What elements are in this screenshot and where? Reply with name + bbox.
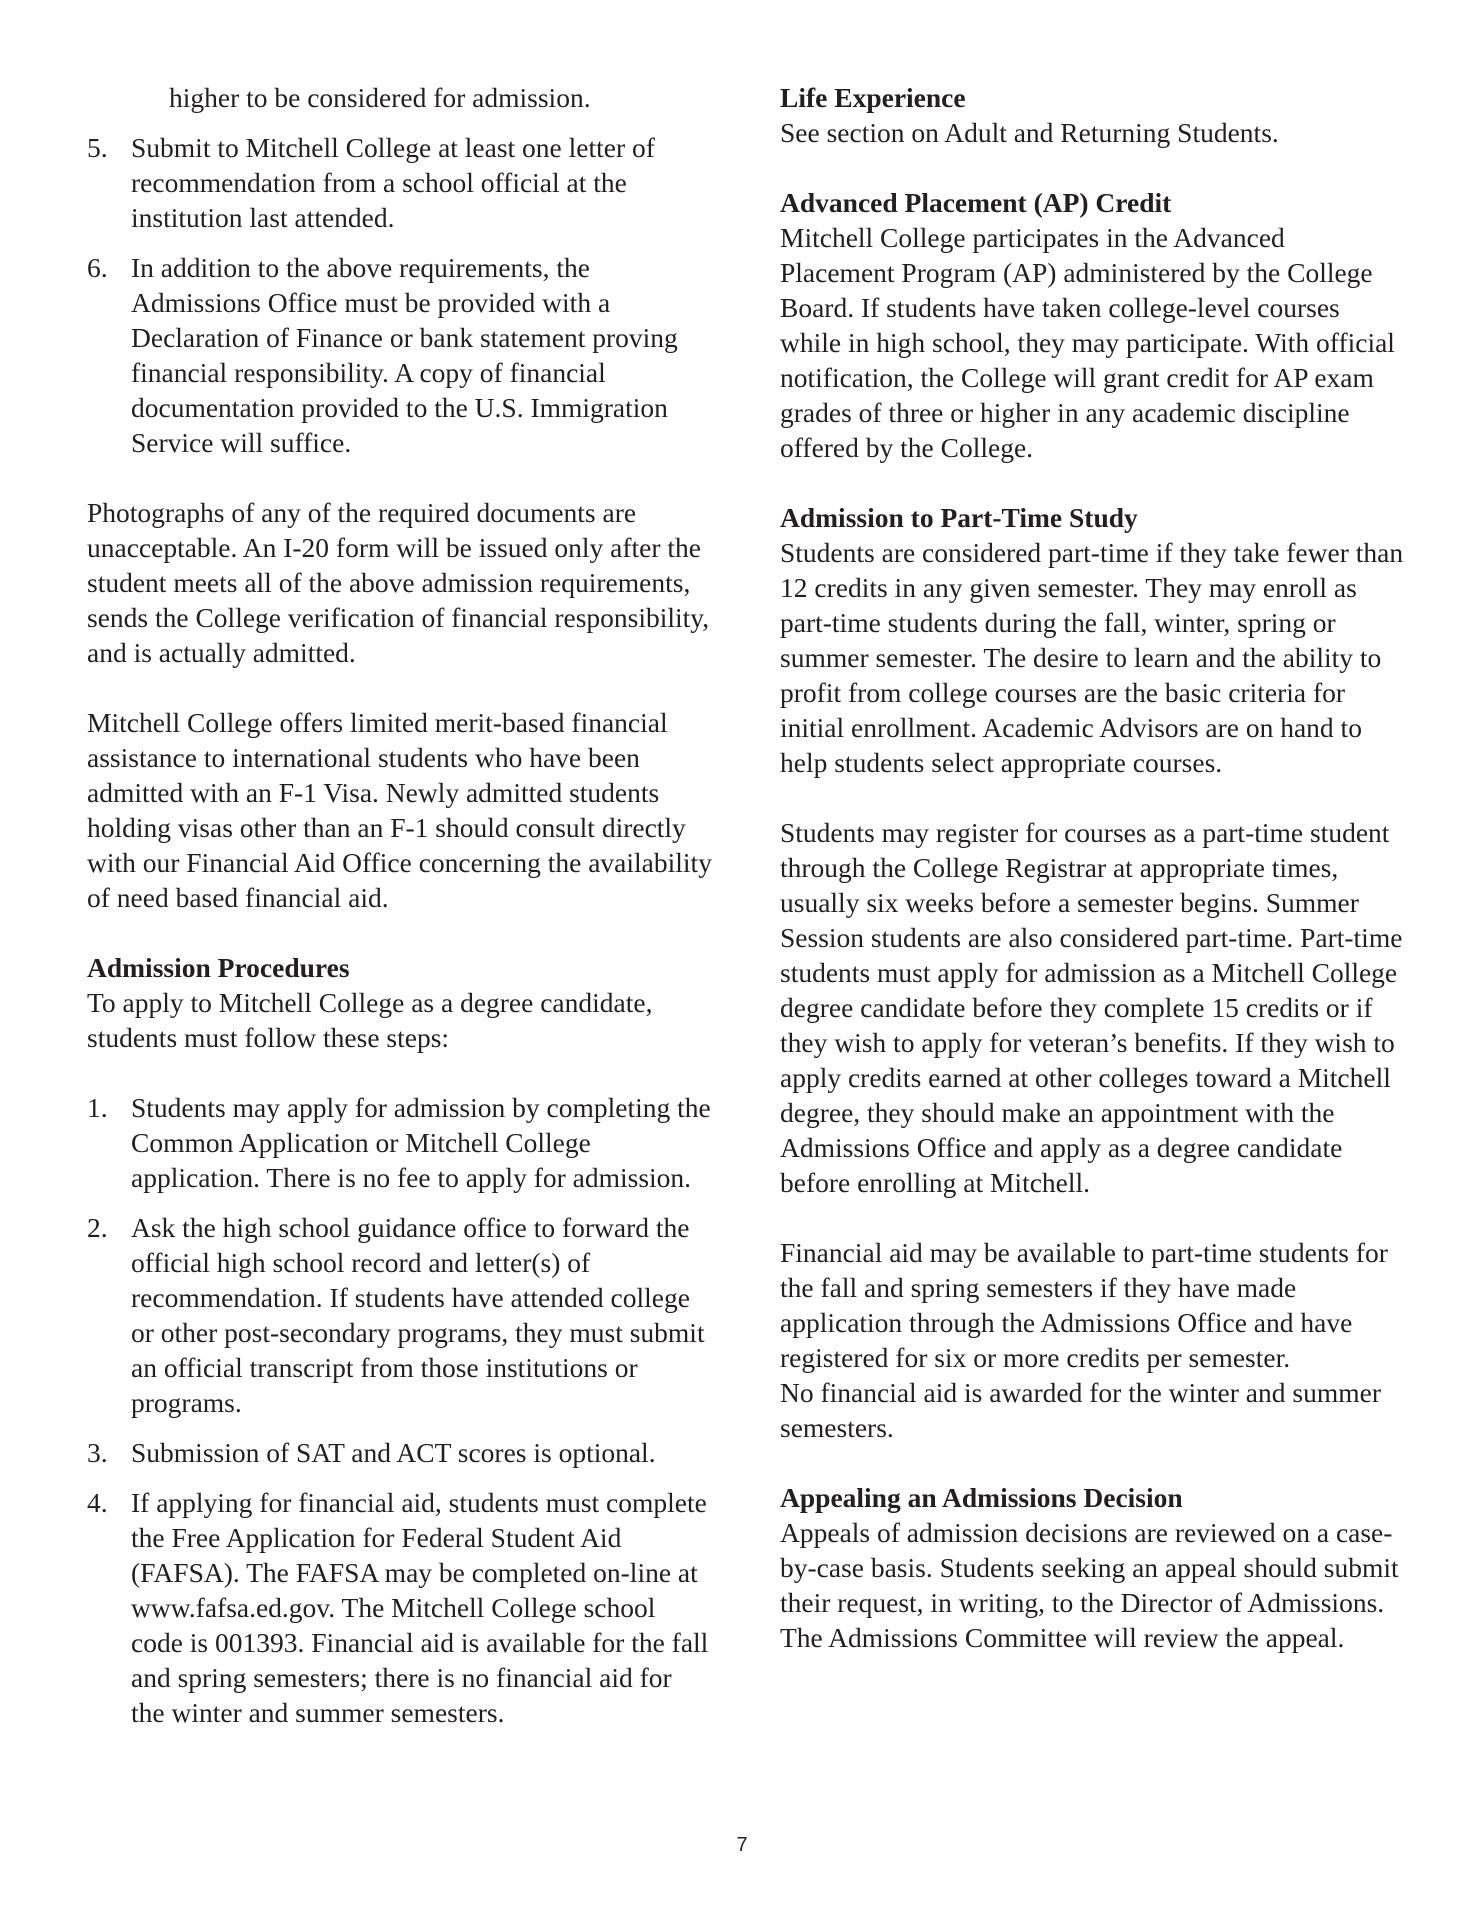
list-item-text: Submit to Mitchell College at least one letter of recommendation from a school official at the institution last attended. <box>131 132 655 233</box>
list-item <box>87 1210 712 1420</box>
page-number: 7 <box>736 1834 748 1856</box>
list-item-number: 1. <box>87 1092 108 1123</box>
international-requirements-list <box>87 130 712 460</box>
list-item <box>87 1435 712 1470</box>
list-item-text: In addition to the above requirements, the Admissions Office must be provided with a Declaration of Finance or bank statement proving financial responsibility. A copy of financial documentation provided to the U.S. Immigration Service will suffice. <box>131 252 678 458</box>
continued-requirement-text: higher to be considered for admission. <box>169 82 591 113</box>
appeal-text: Appeals of admission decisions are reviewed on a case-by-case basis. Students seeking an appeal should submit their request, in writing, to the Director of Admissions. The Admissions Committee will review the appeal. <box>780 1517 1399 1653</box>
life-experience-text: See section on Adult and Returning Students. <box>780 117 1279 148</box>
part-time-registration-text: Students may register for courses as a part-time student through the College Registrar at appropriate times, usually six weeks before a semester begins. Summer Session students are also considered part-time. Part-time students must apply for admission as a Mitchell College degree candidate before they complete 15 credits or if they wish to apply for veteran’s benefits. If they wish to apply credits earned at other colleges toward a Mitchell degree, they should make an appointment with the Admissions Office and apply as a degree candidate before enrolling at Mitchell. <box>780 817 1403 1198</box>
part-time-heading: Admission to Part-Time Study <box>780 502 1138 533</box>
photographs-paragraph: Photographs of any of the required documents are unacceptable. An I-20 form will be issued only after the student meets all of the above admission requirements, sends the College verification of financial responsibility, and is actually admitted. <box>87 497 710 668</box>
list-item-number: 2. <box>87 1212 108 1243</box>
list-item <box>87 1485 712 1730</box>
part-time-no-aid-text: No financial aid is awarded for the winter and summer semesters. <box>780 1377 1381 1443</box>
right-column <box>780 80 1405 1655</box>
left-column <box>87 80 712 1745</box>
list-item <box>87 130 712 235</box>
admission-steps-list <box>87 1090 712 1730</box>
list-item-number: 3. <box>87 1437 108 1468</box>
merit-aid-paragraph: Mitchell College offers limited merit-based financial assistance to international students who have been admitted with an F-1 Visa. Newly admitted students holding visas other than an F-1 should consult directly with our Financial Aid Office concerning the availability of need based financial aid. <box>87 707 712 913</box>
part-time-text: Students are considered part-time if they take fewer than 12 credits in any given semester. They may enroll as part-time students during the fall, winter, spring or summer semester. The desire to learn and the ability to profit from college courses are the basic criteria for initial enrollment. Academic Advisors are on hand to help students select appropriate courses. <box>780 537 1404 778</box>
ap-credit-heading: Advanced Placement (AP) Credit <box>780 187 1172 218</box>
ap-credit-text: Mitchell College participates in the Advanced Placement Program (AP) administered by the College Board. If students have taken college-level courses while in high school, they may participate. With official notification, the College will grant credit for AP exam grades of three or higher in any academic discipline offered by the College. <box>780 222 1395 463</box>
list-item-text: Ask the high school guidance office to forward the official high school record and letter(s) of recommendation. If students have attended college or other post-secondary programs, they must submit an official transcript from those institutions or programs. <box>131 1212 705 1418</box>
list-item-number: 5. <box>87 132 108 163</box>
list-item <box>87 250 712 460</box>
appeal-heading: Appealing an Admissions Decision <box>780 1482 1183 1513</box>
admission-procedures-intro: To apply to Mitchell College as a degree candidate, students must follow these steps: <box>87 987 653 1053</box>
life-experience-heading: Life Experience <box>780 82 966 113</box>
part-time-aid-text: Financial aid may be available to part-time students for the fall and spring semesters if they have made application through the Admissions Office and have registered for six or more credits per semester. <box>780 1237 1388 1373</box>
admission-procedures-heading: Admission Procedures <box>87 952 350 983</box>
list-item-number: 6. <box>87 252 108 283</box>
list-item-number: 4. <box>87 1487 108 1518</box>
list-item-text: Submission of SAT and ACT scores is optional. <box>131 1437 656 1468</box>
list-item <box>87 1090 712 1195</box>
list-item-text: If applying for financial aid, students must complete the Free Application for Federal Student Aid (FAFSA). The FAFSA may be completed on-line at www.fafsa.ed.gov. The Mitchell College school code is 001393. Financial aid is available for the fall and spring semesters; there is no financial aid for the winter and summer semesters. <box>131 1487 709 1728</box>
list-item-text: Students may apply for admission by completing the Common Application or Mitchell College application. There is no fee to apply for admission. <box>131 1092 711 1193</box>
